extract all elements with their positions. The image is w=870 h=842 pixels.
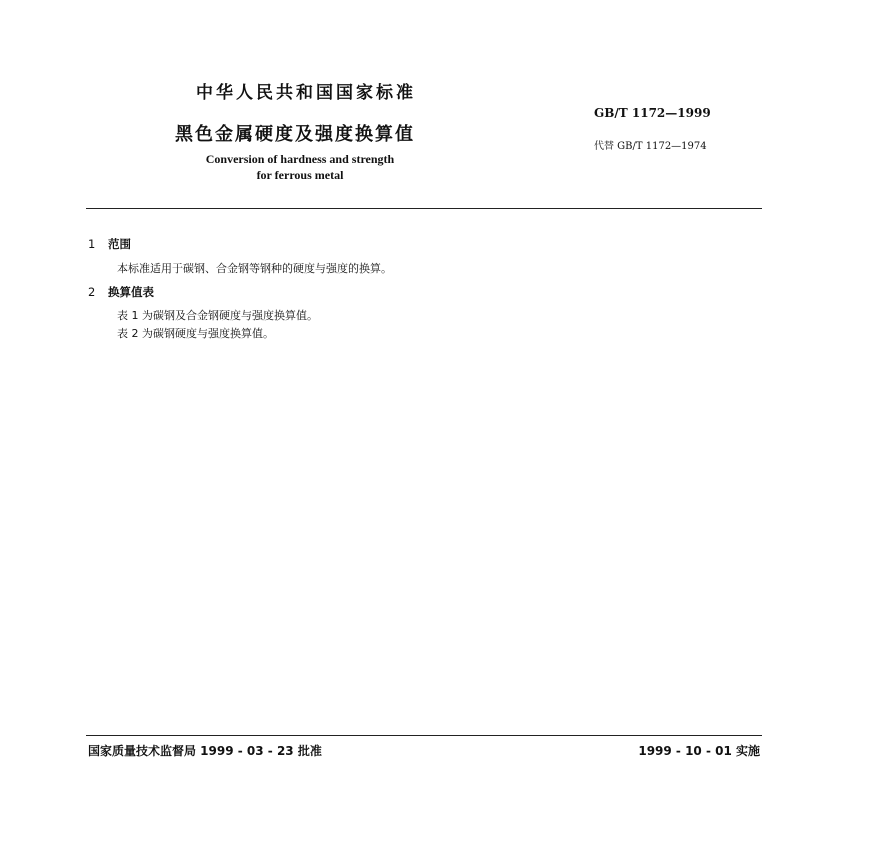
section-heading-tables <box>88 284 154 300</box>
replaces-note: 代替 GB/T 1172—1974 <box>594 141 707 152</box>
english-title-line-1: Conversion of hardness and strength <box>205 152 395 166</box>
document-title: 黑色金属硬度及强度换算值 <box>175 124 415 145</box>
section-number: 2 <box>88 285 96 299</box>
section-title: 换算值表 <box>108 285 154 299</box>
section-paragraph: 表 1 为碳钢及合金钢硬度与强度换算值。 <box>117 309 318 322</box>
approval-note: 国家质量技术监督局 1999 - 03 - 23 批准 <box>88 744 322 758</box>
section-title: 范围 <box>108 237 131 251</box>
section-number: 1 <box>88 237 96 251</box>
standard-code: GB/T 1172—1999 <box>594 106 711 120</box>
national-standard-label: 中华人民共和国国家标准 <box>196 83 416 103</box>
implementation-date: 1999 - 10 - 01 实施 <box>638 744 760 758</box>
header-divider <box>86 208 762 209</box>
english-title-line-2: for ferrous metal <box>256 168 344 182</box>
section-heading-scope <box>88 236 131 252</box>
section-paragraph: 本标准适用于碳钢、合金钢等钢种的硬度与强度的换算。 <box>117 262 392 275</box>
footer-divider <box>86 735 762 736</box>
section-paragraph: 表 2 为碳钢硬度与强度换算值。 <box>117 327 274 340</box>
